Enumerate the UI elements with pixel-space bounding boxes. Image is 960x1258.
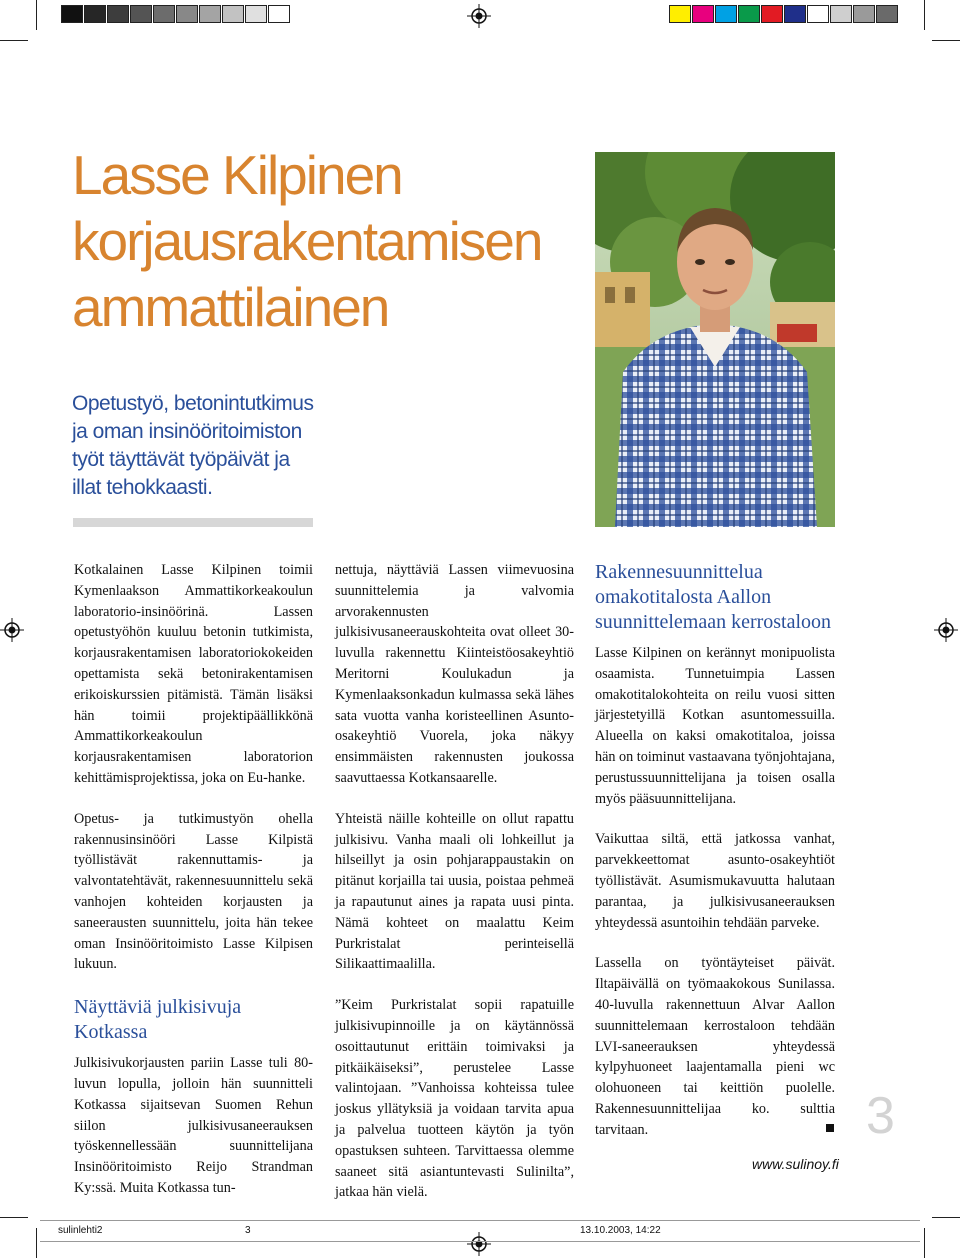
color-swatch (268, 5, 290, 23)
color-swatch (84, 5, 106, 23)
paragraph: Lasse Kilpinen on kerännyt monipuolista osaamista. Tunnetuimpia Lassen omakotitalokohteita on reilu vuosi sitten järjestetyillä Kotkan asuntomessuilla. Alueella on kaksi omakotitaloa, joissa hän on toiminut vastaavana työnjohtajana, perustussuunnittelijana ja toisen osalla myös pääsuunnittelijana. (595, 645, 835, 807)
crop-mark (924, 0, 925, 30)
color-swatch-strip (669, 0, 899, 30)
color-swatch (222, 5, 244, 23)
registration-mark-icon (467, 4, 491, 28)
page-number: 3 (866, 1087, 895, 1145)
color-swatch (61, 5, 83, 23)
registration-mark-icon (0, 618, 24, 642)
portrait-photo-illustration (595, 152, 835, 527)
crop-mark (36, 1228, 37, 1258)
subheading: Rakennesuunnittelua omakotitalosta Aallon suunnittelemaan kerrostaloon (595, 561, 832, 633)
article-column-3 (595, 560, 835, 1141)
color-swatch (153, 5, 175, 23)
color-swatch (692, 5, 714, 23)
color-swatch (807, 5, 829, 23)
crop-mark (932, 1217, 960, 1218)
website-link[interactable]: www.sulinoy.fi (752, 1156, 839, 1172)
slug-box (40, 1220, 920, 1242)
color-swatch (876, 5, 898, 23)
article-column-1 (74, 560, 313, 1199)
registration-mark-icon (934, 618, 958, 642)
color-swatch (176, 5, 198, 23)
color-swatch (107, 5, 129, 23)
color-swatch (669, 5, 691, 23)
paragraph: Yhteistä näille kohteille on ollut rapattu julkisivu. Vanha maali oli lohkeillut ja hilseillyt ja osin pohjarappaustakin on pitänut korjailla tai uusia, poistaa pehmeä ja rapautunut aines ja rapata uusi pinta. Nämä kohteet on maalattu Keim Purkristalat perinteisellä Silikaattimaalilla. (335, 810, 574, 973)
paragraph: Vaikuttaa siltä, että jatkossa vanhat, parvekkeettomat asunto-osakeyhtiöt työllistävät. Asumismukavuutta halutaan parantaa, ja julkisivusaneerauksen yhteydessä asuntoihin tehdään parveke. (595, 831, 835, 931)
crop-mark (36, 0, 37, 30)
crop-mark (0, 1217, 28, 1218)
color-swatch (738, 5, 760, 23)
article-title: Lasse Kilpinen korjausrakentamisen ammattilainen (72, 144, 542, 338)
color-swatch (853, 5, 875, 23)
color-swatch (784, 5, 806, 23)
paragraph: ”Keim Purkristalat sopii rapatuille julkisivupinnoille ja on käytännössä osoittautunut erittäin toimivaksi ja pitkäikäiseksi”, perustelee Lasse valintojaan. ”Vanhoissa kohteissa tulee joskus yllätyksiä ja voidaan tarvita apua ja palvelua tuotteen käytön ja työn opastuksen suhteen. Tarvittaessa olemme saaneet sitä asiantuntevasti Sulinilta”, jatkaa hän vielä. (335, 997, 574, 1201)
paragraph: Lassella on työntäyteiset päivät. Iltapäivällä on työmaakokous Sunilassa. 40-luvulla rakennettuun Alvar Aallon suunnittelemaan kerrostaloon tehdään LVI-saneerauksen yhteydessä kylpyhuoneet laajentamalla pieni wc olohuoneen tai keittiön puolelle. Rakennesuunnittelijaa ko. sulttia tarvitaan. (595, 955, 835, 1138)
paragraph: Opetus- ja tutkimustyön ohella rakennusinsinööri Lasse Kilpistä työllistävät rakennuttamis- ja valvontatehtävät, rakennesuunnittelu sekä vanhojen kohteiden korjausten ja saneerausten suunnittelu, joita hän tekee oman Insinööritoimisto Lasse Kilpisen lukuun. (74, 810, 313, 973)
color-swatch (715, 5, 737, 23)
paragraph: nettuja, näyttäviä Lassen viimevuosina suunnittelemia ja valvomia arvorakennusten julkisivusaneerauskohteita ovat olleet 30-luvulla rakennettu Kiinteistöosakeyhtiö Meritorni Koulukadun ja Kymenlaaksonkadun kulmassa sekä lähes sata vuotta vanha koristeellinen Asunto-osakeyhtiö Vuorela, joka näkyy ensimmäisten rakennusten joukossa saavuttaessa Kotkansaarelle. (335, 562, 574, 786)
article-column-2 (335, 560, 574, 1203)
color-swatch (761, 5, 783, 23)
crop-mark (924, 1228, 925, 1258)
gray-swatch-strip (61, 0, 291, 30)
crop-mark (932, 40, 960, 41)
portrait-photo (595, 152, 835, 527)
divider (73, 518, 313, 527)
color-swatch (830, 5, 852, 23)
color-swatch (199, 5, 221, 23)
paragraph: Kotkalainen Lasse Kilpinen toimii Kymenlaakson Ammattikorkeakoulun laboratorio-insinöörinä. Lassen opetustyöhön kuuluu betonin tutkimista, korjausrakentamisen laboratoriokokeiden opettamista sekä betonirakentamisen erikoiskurssien pitämistä. Tämän lisäksi hän toimii projektipäällikkönä Ammattikorkeakoulun korjausrakentamisen laboratorion kehittämisprojektissa, joka on Eu-hanke. (74, 562, 313, 786)
end-of-article-icon (826, 1124, 834, 1132)
color-swatch (130, 5, 152, 23)
paragraph: Julkisivukorjausten pariin Lasse tuli 80-luvun lopulla, jolloin hän suunnitteli Kotkassa sijaitsevan Suomen Rehun siilon julkisivusaneerauksen työskennellessään suunnittelijana Insinööritoimisto Reijo Strandman Ky:ssä. Muita Kotkassa tun- (74, 1055, 313, 1196)
subheading: Näyttäviä julkisivuja Kotkassa (74, 996, 242, 1044)
color-swatch (245, 5, 267, 23)
slug-date: 13.10.2003, 14:22 (580, 1225, 661, 1236)
slug-filename: sulinlehti2 (58, 1225, 103, 1236)
slug-page: 3 (245, 1225, 251, 1236)
article-lead: Opetustyö, betonintutkimus ja oman insinööritoimiston työt täyttävät työpäivät ja illat tehokkaasti. (72, 392, 314, 499)
crop-mark (0, 40, 28, 41)
